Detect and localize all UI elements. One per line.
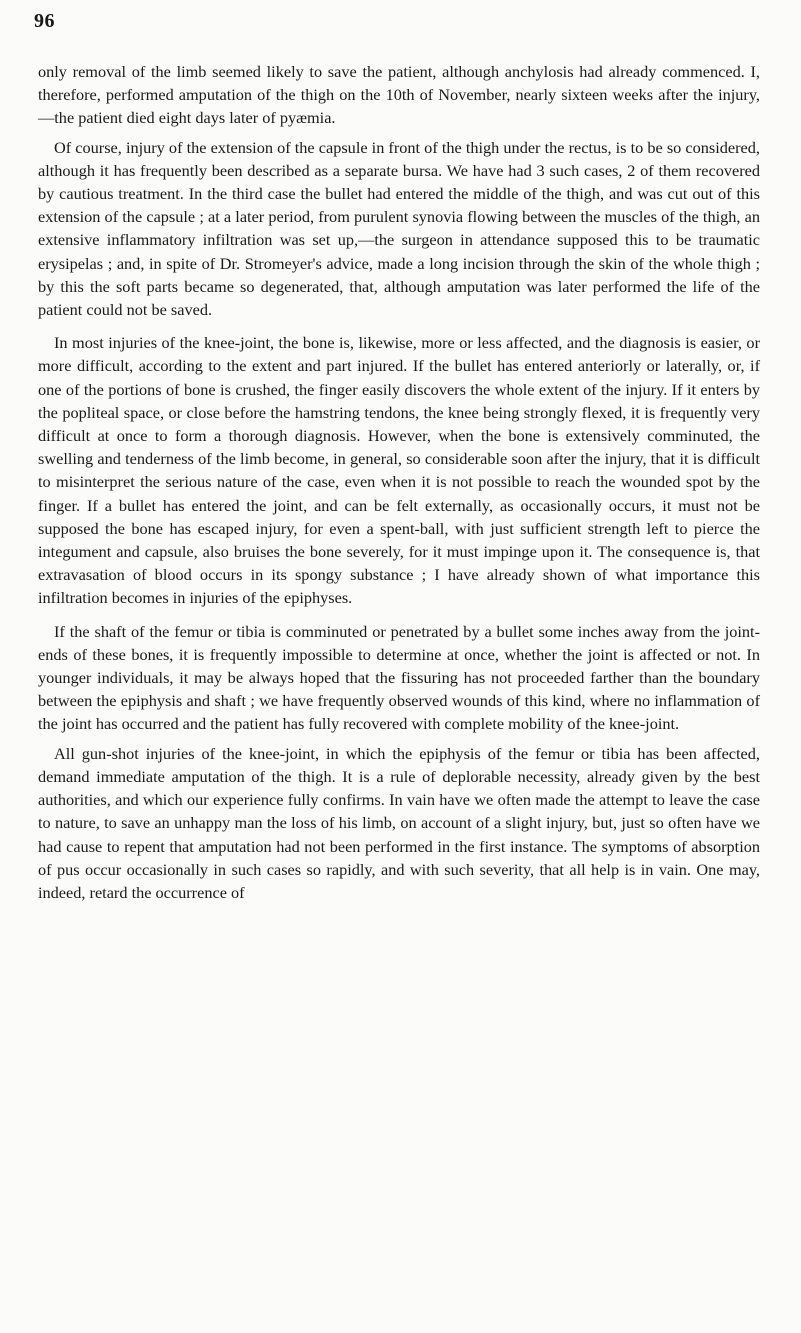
body-text	[38, 60, 760, 904]
paragraph-1: only removal of the limb seemed likely to save the patient, although anchylosis had already commenced. I, therefore, performed amputation of the thigh on the 10th of November, nearly sixteen weeks after the injury,—the patient died eight days later of pyæmia.	[38, 62, 760, 128]
paragraph-4: If the shaft of the femur or tibia is comminuted or penetrated by a bullet some inches away from the joint-ends of these bones, it is frequently impossible to determine at once, whether the joint is affected or not. In younger individuals, it may be always hoped that the fissuring has not proceeded farther than the boundary between the epiphysis and shaft ; we have frequently observed wounds of this kind, where no inflammation of the joint has occurred and the patient has fully recovered with complete mobility of the knee-joint.	[38, 621, 760, 734]
page-number: 96	[34, 10, 55, 32]
paragraph-3: In most injuries of the knee-joint, the bone is, likewise, more or less affected, and the diagnosis is easier, or more difficult, according to the extent and part injured. If the bullet has entered anteriorly or laterally, or, if one of the portions of bone is crushed, the finger easily discovers the whole extent of the injury. If it enters by the popliteal space, or close before the hamstring tendons, the knee being strongly flexed, it is frequently very difficult at once to form a thorough diagnosis. However, when the bone is extensively comminuted, the swelling and tenderness of the limb become, in general, so considerable soon after the injury, that it is difficult to misinterpret the serious nature of the case, even when it is not possible to reach the wounded spot by the finger. If a bullet has entered the joint, and can be felt externally, as occasionally occurs, it must not be supposed the bone has escaped injury, for even a spent-ball, with just sufficient strength left to pierce the integument and capsule, also bruises the bone severely, for it must impinge upon it. The consequence is, that extravasation of blood occurs in its spongy substance ; I have already shown of what importance this infiltration becomes in injuries of the epiphyses.	[38, 333, 760, 608]
paragraph-2: Of course, injury of the extension of the capsule in front of the thigh under the rectus, is to be so considered, although it has frequently been described as a separate bursa. We have had 3 such cases, 2 of them recovered by cautious treatment. In the third case the bullet had entered the middle of the thigh, and was cut out of this extension of the capsule ; at a later period, from purulent synovia flowing between the muscles of the thigh, an extensive inflammatory infiltration was set up,—the surgeon in attendance supposed this to be traumatic erysipelas ; and, in spite of Dr. Stromeyer's advice, made a long incision through the skin of the whole thigh ; by this the soft parts became so degenerated, that, although amputation was later performed the life of the patient could not be saved.	[38, 137, 760, 320]
paragraph-5: All gun-shot injuries of the knee-joint, in which the epiphysis of the femur or tibia has been affected, demand immediate amputation of the thigh. It is a rule of deplorable necessity, already given by the best authorities, and which our experience fully confirms. In vain have we often made the attempt to leave the case to nature, to save an unhappy man the loss of his limb, on account of a slight injury, but, just so often have we had cause to repent that amputation had not been performed in the first instance. The symptoms of absorption of pus occur occasionally in such cases so rapidly, and with such severity, that all help is in vain. One may, indeed, retard the occurrence of	[38, 743, 760, 902]
